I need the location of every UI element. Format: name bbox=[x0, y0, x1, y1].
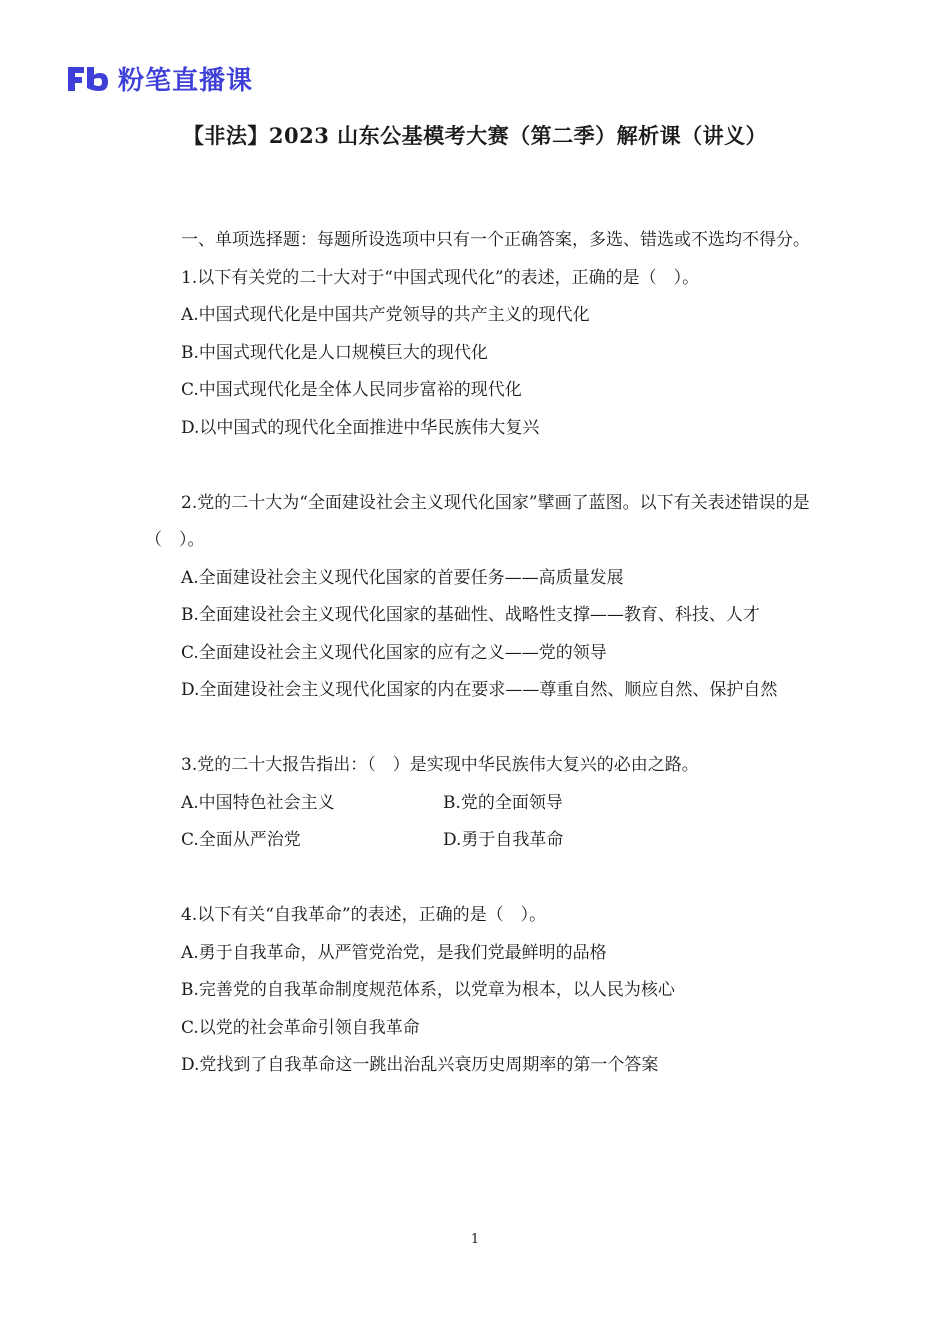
question-3-options-row-1 bbox=[145, 785, 810, 823]
question-3-option-b: B.党的全面领导 bbox=[443, 792, 563, 813]
question-4-option-a: A.勇于自我革命，从严管党治党，是我们党最鲜明的品格 bbox=[181, 942, 607, 963]
question-2-stem: 2.党的二十大为“全面建设社会主义现代化国家”擘画了蓝图。以下有关表述错误的是（ ）。 bbox=[145, 492, 810, 550]
question-4-option-c: C.以党的社会革命引领自我革命 bbox=[181, 1017, 420, 1038]
question-3-option-c: C.全面从严治党 bbox=[181, 830, 301, 850]
question-2-option-d: D.全面建设社会主义现代化国家的内在要求——尊重自然、顺应自然、保护自然 bbox=[181, 680, 778, 700]
question-3-stem: 3.党的二十大报告指出：（ ）是实现中华民族伟大复兴的必由之路。 bbox=[181, 755, 699, 775]
question-1-option-d: D.以中国式的现代化全面推进中华民族伟大复兴 bbox=[181, 417, 540, 438]
brand-logo bbox=[66, 60, 253, 97]
question-1-stem: 1.以下有关党的二十大对于“中国式现代化”的表述，正确的是（ ）。 bbox=[181, 267, 700, 288]
question-2-option-c: C.全面建设社会主义现代化国家的应有之义——党的领导 bbox=[181, 642, 607, 663]
question-1-option-b: B.中国式现代化是人口规模巨大的现代化 bbox=[181, 342, 488, 363]
question-3-option-d: D.勇于自我革命 bbox=[443, 830, 564, 850]
question-2-option-a: A.全面建设社会主义现代化国家的首要任务——高质量发展 bbox=[181, 567, 624, 588]
fenbi-logo-icon bbox=[66, 61, 110, 97]
question-3-option-a: A.中国特色社会主义 bbox=[181, 792, 335, 813]
question-1-option-a: A.中国式现代化是中国共产党领导的共产主义的现代化 bbox=[181, 305, 590, 325]
question-2-option-b: B.全面建设社会主义现代化国家的基础性、战略性支撑——教育、科技、人才 bbox=[181, 605, 760, 625]
document-title: 【非法】2023 山东公基模考大赛（第二季）解析课（讲义） bbox=[182, 123, 768, 148]
question-1-option-c: C.中国式现代化是全体人民同步富裕的现代化 bbox=[181, 380, 522, 400]
page-number: 1 bbox=[470, 1232, 480, 1247]
question-4-stem: 4.以下有关“自我革命”的表述，正确的是（ ）。 bbox=[181, 905, 547, 925]
question-3-options-row-2 bbox=[145, 822, 810, 860]
section-instructions: 一、单项选择题：每题所设选项中只有一个正确答案，多选、错选或不选均不得分。 bbox=[181, 230, 810, 250]
brand-name: 粉笔直播课 bbox=[118, 66, 254, 96]
question-4-option-d: D.党找到了自我革命这一跳出治乱兴衰历史周期率的第一个答案 bbox=[181, 1055, 659, 1075]
question-4-option-b: B.完善党的自我革命制度规范体系，以党章为根本，以人民为核心 bbox=[181, 980, 675, 1000]
document-body bbox=[145, 222, 810, 1085]
